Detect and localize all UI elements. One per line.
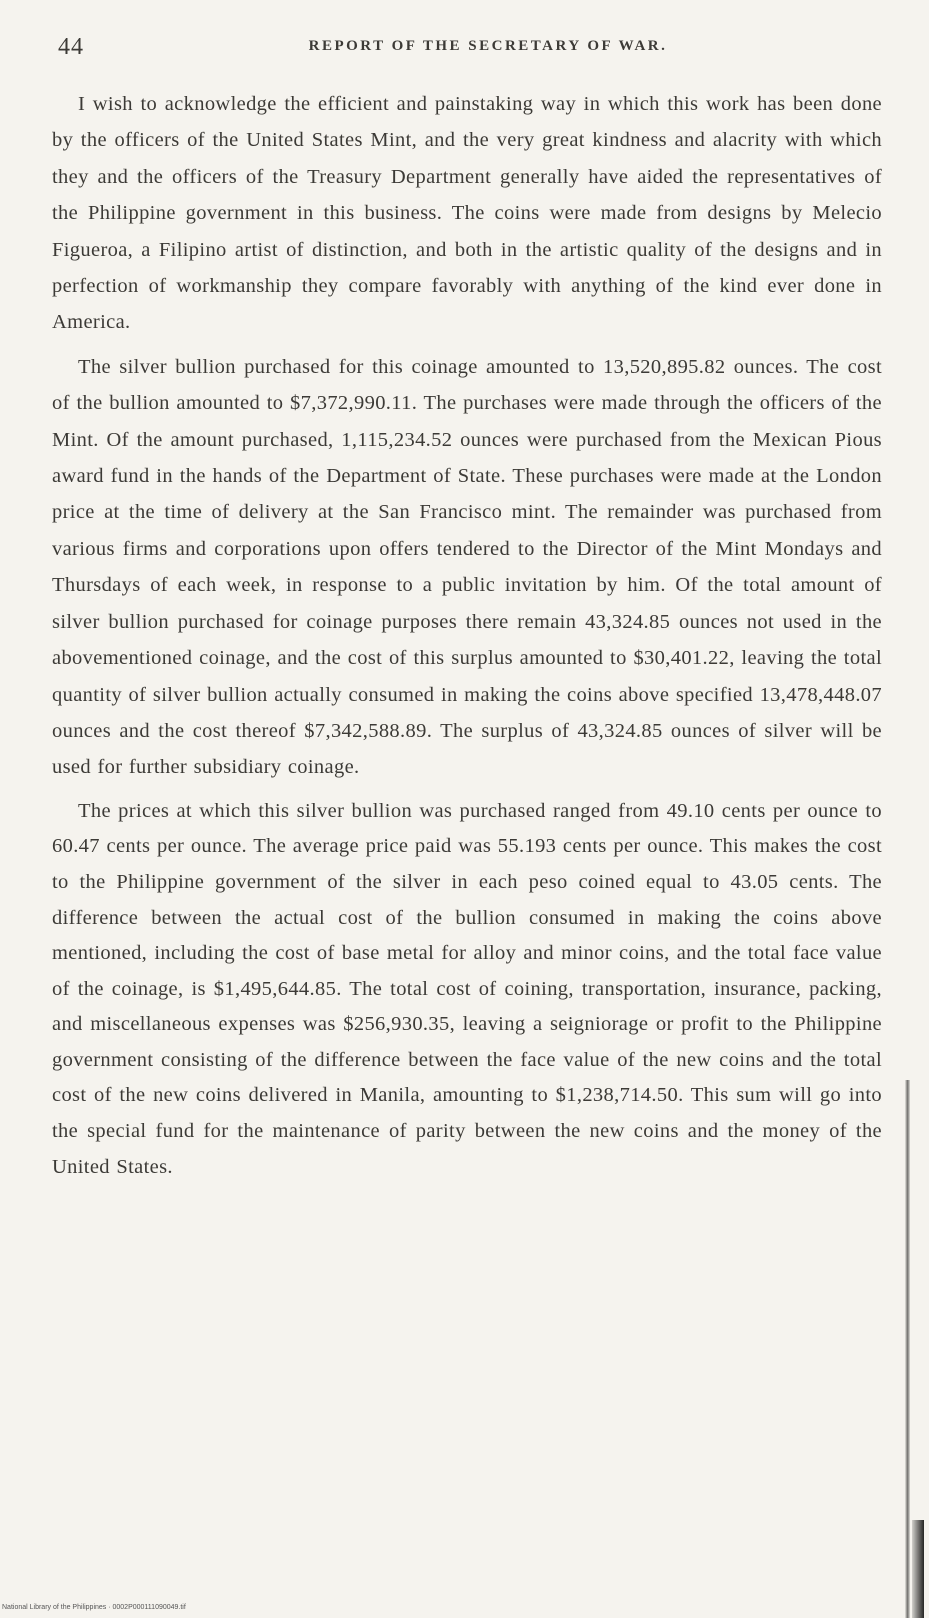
page-edge-shadow-bottom [912,1520,924,1618]
paragraph-prices: The prices at which this silver bullion was purchased ranged from 49.10 cents per ounce to 60.47 cents per ounce. The average price paid was 55.193 cents per ounce. This makes the cost to the Philippine government of the silver in each peso coined equal to 43.05 cents. The difference between the actual cost of the bullion consumed in making the coins above mentioned, including the cost of base metal for alloy and minor coins, and the total face value of the coinage, is $1,495,644.85. The total cost of coining, transportation, insurance, packing, and miscellaneous expenses was $256,930.35, leaving a seigniorage or profit to the Philippine government consisting of the difference between the face value of the new coins and the total cost of the new coins delivered in Manila, amounting to $1,238,714.50. This sum will go into the special fund for the maintenance of parity between the new coins and the money of the United States. [52,799,882,1178]
page-number: 44 [58,34,84,60]
body-text [52,86,882,1193]
page-edge-shadow [905,1080,910,1618]
scan-credit: National Library of the Philippines · 0002P000111090049.tif [2,1604,186,1611]
paragraph-acknowledgement: I wish to acknowledge the efficient and painstaking way in which this work has been done by the officers of the United States Mint, and the very great kindness and alacrity with which they and the officers of the Treasury Department generally have aided the representatives of the Philippine government in this business. The coins were made from designs by Melecio Figueroa, a Filipino artist of distinction, and both in the artistic quality of the designs and in perfection of workmanship they compare favorably with anything of the kind ever done in America. [52,93,882,334]
running-head: REPORT OF THE SECRETARY OF WAR. [308,38,668,54]
paragraph-silver-bullion: The silver bullion purchased for this coinage amounted to 13,520,895.82 ounces. The cost of the bullion amounted to $7,372,990.11. The purchases were made through the officers of the Mint. Of the amount purchased, 1,115,234.52 ounces were purchased from the Mexican Pious award fund in the hands of the Department of State. These purchases were made at the London price at the time of delivery at the San Francisco mint. The remainder was purchased from various firms and corporations upon offers tendered to the Director of the Mint Mondays and Thursdays of each week, in response to a public invitation by him. Of the total amount of silver bullion purchased for coinage purposes there remain 43,324.85 ounces not used in the abovementioned coinage, and the cost of this surplus amounted to $30,401.22, leaving the total quantity of silver bullion actually consumed in making the coins above specified 13,478,448.07 ounces and the cost thereof $7,342,588.89. The surplus of 43,324.85 ounces of silver will be used for further subsidiary coinage. [52,355,882,779]
page-header [58,34,868,66]
